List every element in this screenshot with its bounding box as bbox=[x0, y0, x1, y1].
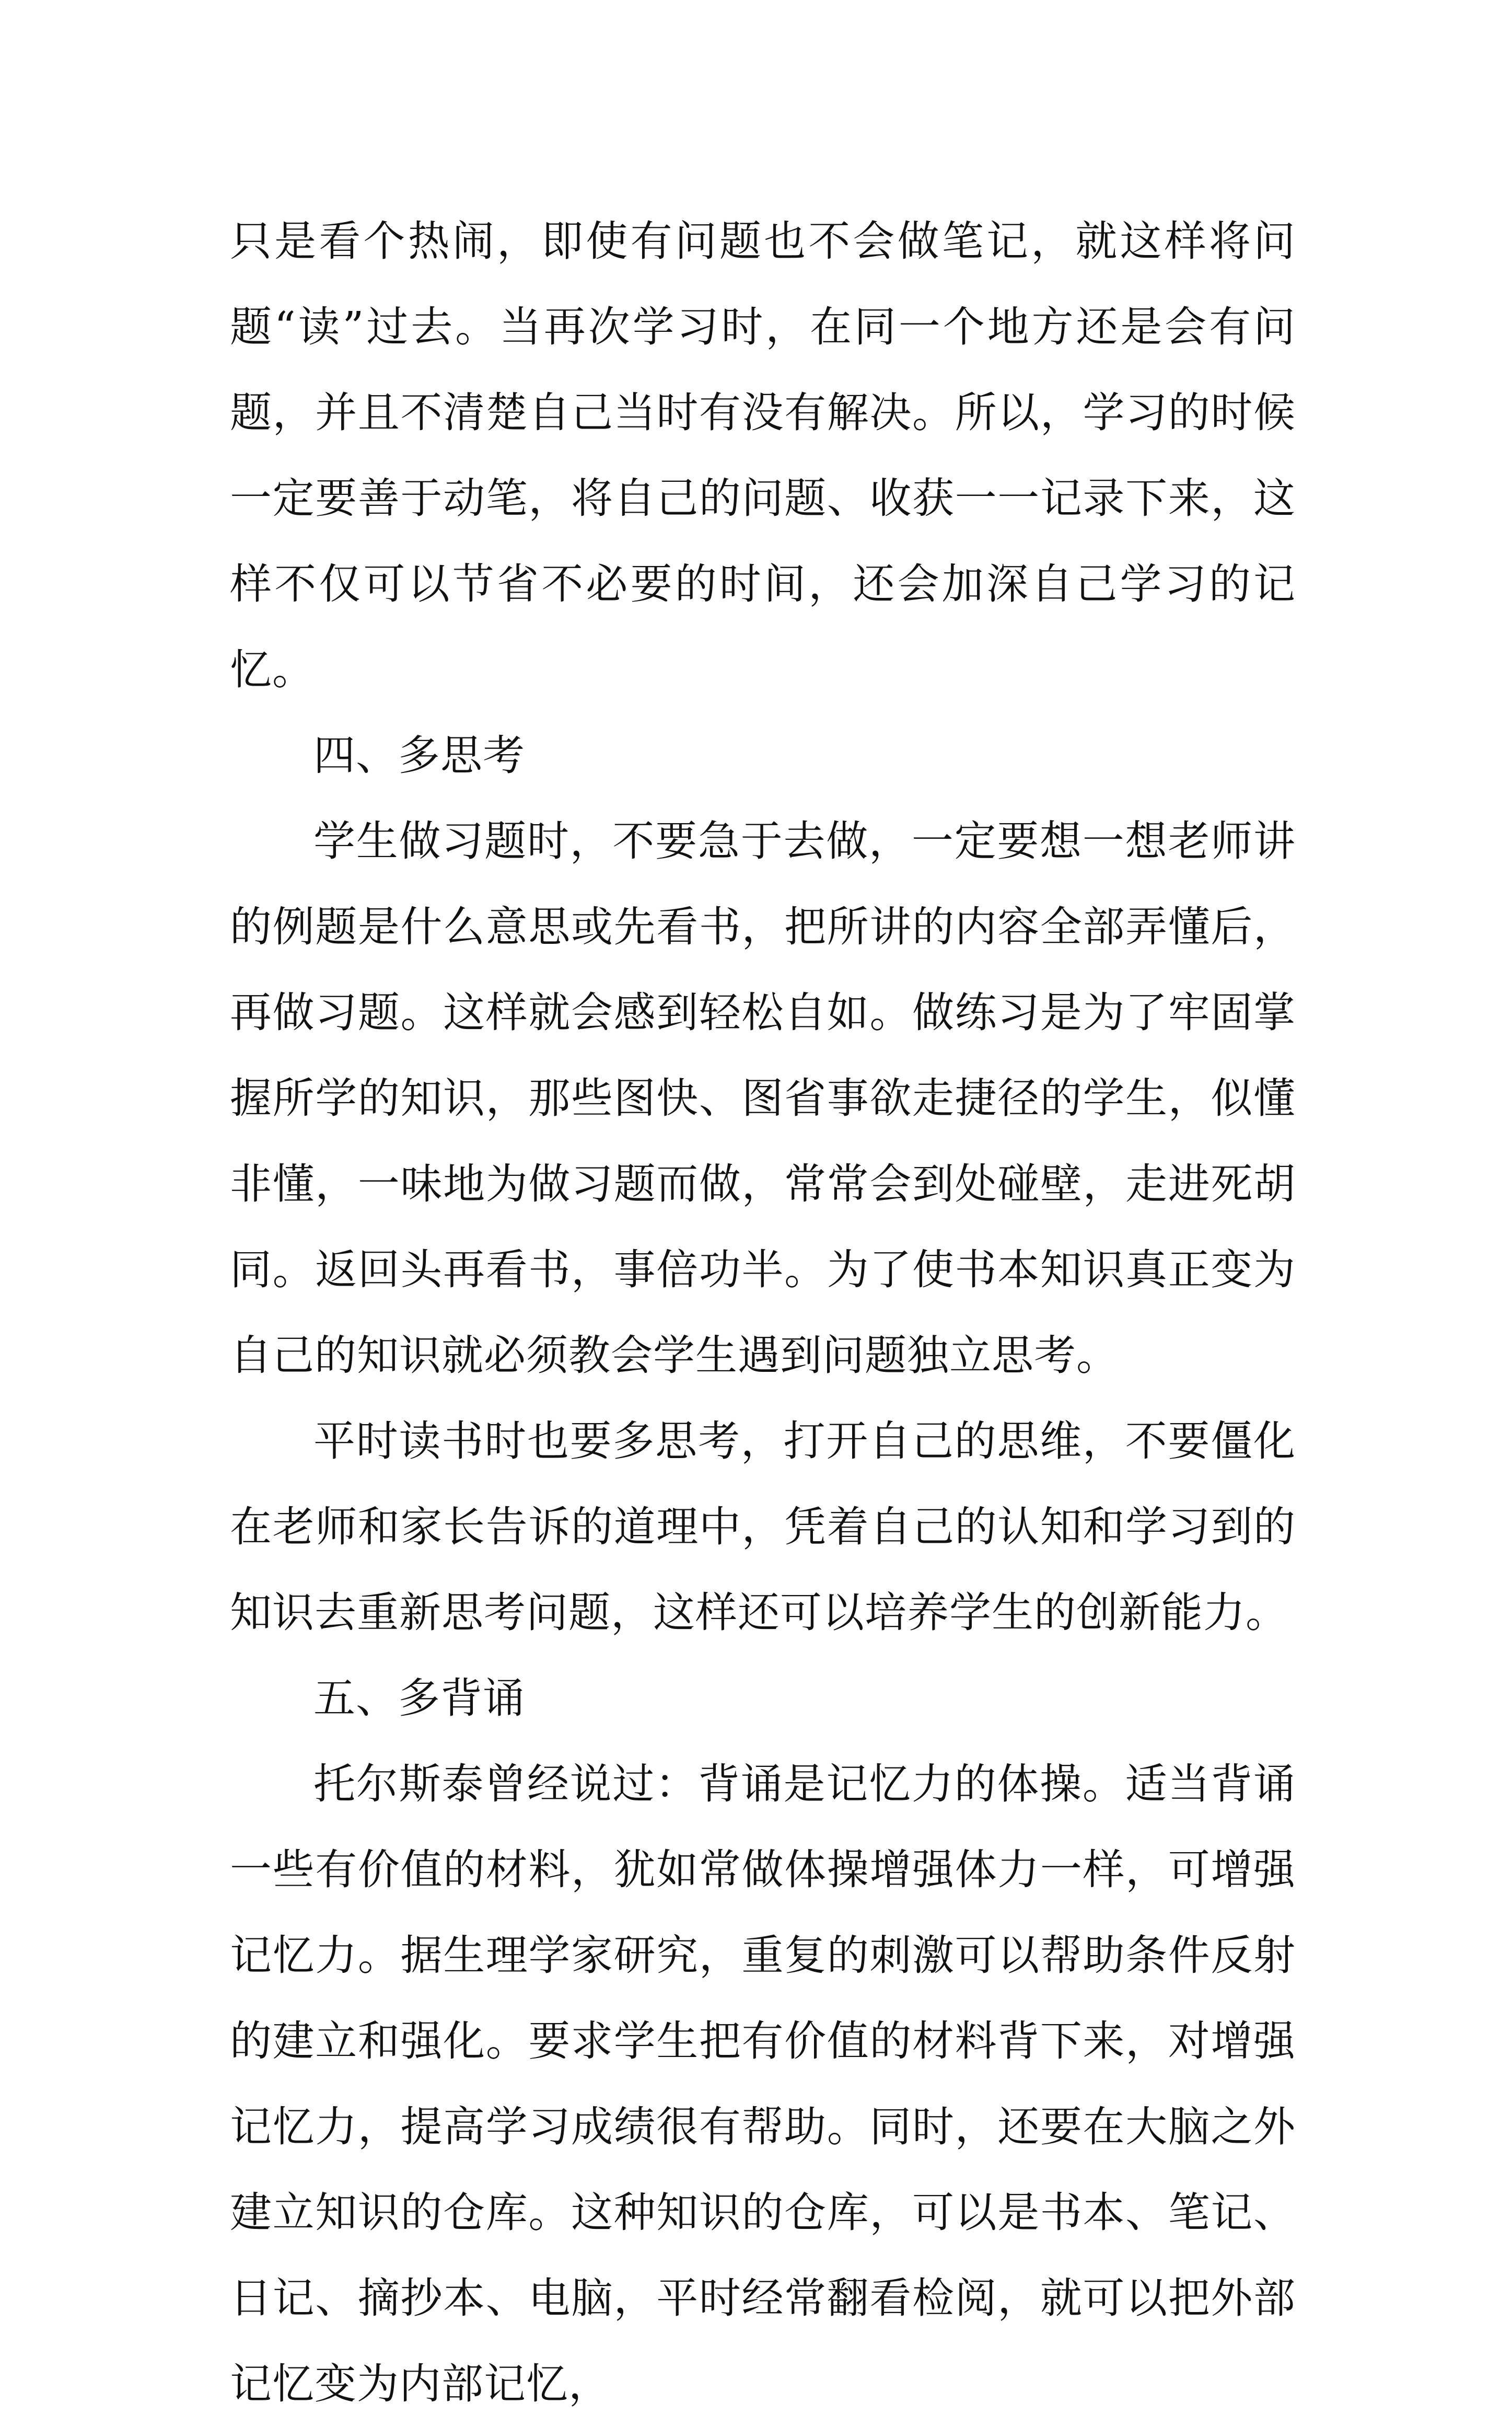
paragraph-reciting: 托尔斯泰曾经说过：背诵是记忆力的体操。适当背诵一些有价值的材料，犹如常做体操增强体力一样，可增强记忆力。据生理学家研究，重复的刺激可以帮助条件反射的建立和强化。要求学生把有价值的材料背下来，对增强记忆力，提高学习成绩很有帮助。同时，还要在大脑之外建立知识的仓库。这种知识的仓库，可以是书本、笔记、日记、摘抄本、电脑，平时经常翻看检阅，就可以把外部记忆变为内部记忆， bbox=[230, 1760, 1296, 2408]
paragraph-reading-thinking: 平时读书时也要多思考，打开自己的思维，不要僵化在老师和家长告诉的道理中，凭着自己的认知和学习到的知识去重新思考问题，这样还可以培养学生的创新能力。 bbox=[230, 1417, 1296, 1637]
paragraph-continuation: 只是看个热闹，即使有问题也不会做笔记，就这样将问题“读”过去。当再次学习时，在同一个地方还是会有问题，并且不清楚自己当时有没有解决。所以，学习的时候一定要善于动笔，将自己的问题、收获一一记录下来，这样不仅可以节省不必要的时间，还会加深自己学习的记忆。 bbox=[230, 217, 1296, 694]
section-heading-recite-more: 五、多背诵 bbox=[313, 1674, 525, 1723]
section-heading-think-more: 四、多思考 bbox=[313, 731, 525, 780]
document-body bbox=[230, 199, 1296, 2427]
paragraph-exercises: 学生做习题时，不要急于去做，一定要想一想老师讲的例题是什么意思或先看书，把所讲的内容全部弄懂后，再做习题。这样就会感到轻松自如。做练习是为了牢固掌握所学的知识，那些图快、图省事欲走捷径的学生，似懂非懂，一味地为做习题而做，常常会到处碰壁，走进死胡同。返回头再看书，事倍功半。为了使书本知识真正变为自己的知识就必须教会学生遇到问题独立思考。 bbox=[230, 817, 1296, 1380]
